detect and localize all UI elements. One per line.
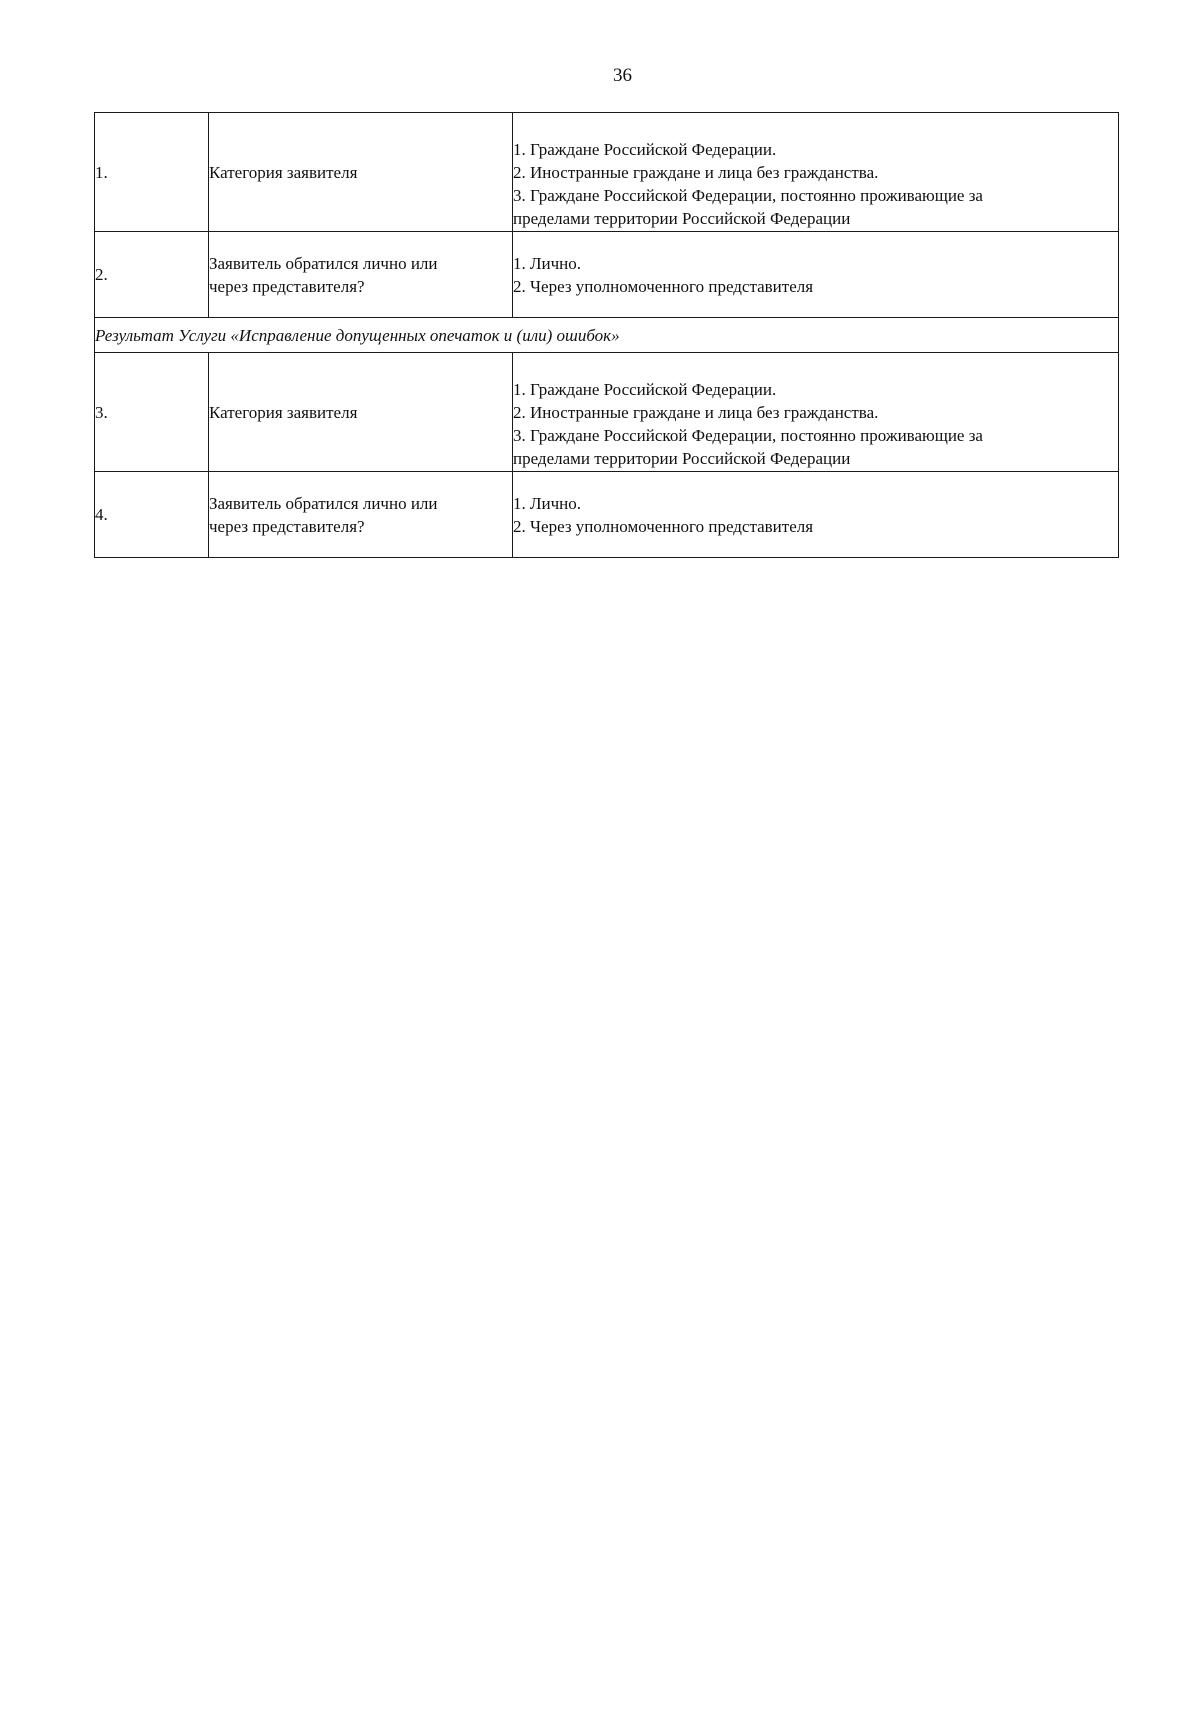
criterion-label-line: Заявитель обратился лично или	[209, 493, 438, 513]
option-text: 3. Граждане Российской Федерации, постоянно проживающие за	[513, 186, 983, 205]
section-row	[95, 318, 1119, 353]
table-row	[95, 353, 1119, 472]
table-row	[95, 472, 1119, 558]
row-number: 3.	[95, 353, 209, 472]
criterion-label-line: Заявитель обратился лично или	[209, 253, 438, 273]
option-text: 2. Через уполномоченного представителя	[513, 516, 814, 536]
option-text: 2. Иностранные граждане и лица без гражданства.	[513, 403, 879, 422]
criterion-label-line: через представителя?	[209, 276, 365, 296]
row-number: 4.	[95, 472, 209, 558]
option-text: 3. Граждане Российской Федерации, постоянно проживающие за	[513, 426, 983, 445]
criterion-label	[209, 232, 513, 318]
option-text: 1. Граждане Российской Федерации.	[513, 140, 777, 159]
option-text: 2. Через уполномоченного представителя	[513, 276, 814, 296]
criterion-label-line: через представителя?	[209, 516, 365, 536]
criterion-options	[513, 113, 1119, 232]
option-text: 1. Лично.	[513, 253, 582, 273]
option-text: пределами территории Российской Федерации	[513, 209, 851, 228]
criterion-label	[209, 472, 513, 558]
criterion-options	[513, 232, 1119, 318]
applicant-criteria-table	[94, 112, 1119, 558]
criterion-label: Категория заявителя	[209, 113, 513, 232]
option-text: 2. Иностранные граждане и лица без гражданства.	[513, 163, 879, 182]
row-number: 1.	[95, 113, 209, 232]
option-text: 1. Лично.	[513, 493, 582, 513]
table-row	[95, 113, 1119, 232]
row-number: 2.	[95, 232, 209, 318]
section-heading: Результат Услуги «Исправление допущенных опечаток и (или) ошибок»	[95, 318, 1119, 353]
page-number: 36	[613, 65, 632, 86]
table-row	[95, 232, 1119, 318]
option-text: пределами территории Российской Федерации	[513, 449, 851, 468]
criterion-label: Категория заявителя	[209, 353, 513, 472]
criterion-options	[513, 353, 1119, 472]
option-text: 1. Граждане Российской Федерации.	[513, 380, 777, 399]
criterion-options	[513, 472, 1119, 558]
